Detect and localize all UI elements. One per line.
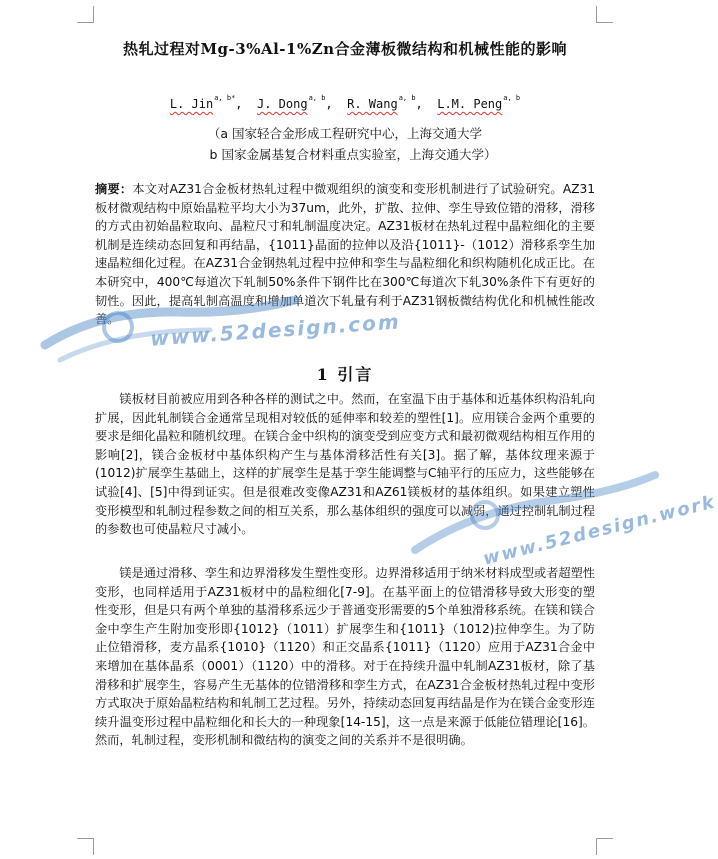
author-name: L. Jin — [169, 97, 214, 111]
author-name: L.M. Peng — [437, 97, 503, 111]
author-affiliation-mark: a, b — [308, 94, 326, 102]
crop-mark-top-left — [77, 6, 94, 23]
crop-mark-bottom-right — [596, 838, 613, 855]
author-affiliation-mark: a, b* — [214, 94, 236, 102]
body-paragraph: 镁是通过滑移、孪生和边界滑移发生塑性变形。边界滑移适用于纳米材料成型或者超塑性变形，也同样适用于AZ31板材中的晶粒细化[7-9]。在基平面上的位错滑移导致大形变的塑性变形，但是只有两个单独的基滑移系远少于普通变形需要的5个单独滑移系统。在镁和镁合金中孪生产生附加变形即{1012}（1011）扩展孪生和{1011}（1012)拉伸孪生。为了防止位错滑移，麦方晶系{1010}（1120）和正交晶系{1011}（1120）应用于AZ31合金中来增加在基体晶系（0001）（1120）中的滑移。对于在持续升温中轧制AZ31板材，除了基滑移和扩展孪生，容易产生无基体的位错滑移和孪生方式，在AZ31合金板材热轧过程中变形方式取决于原始晶粒结构和轧制工艺过程。另外，持续动态回复再结晶是作为在镁合金变形连续升温变形过程中晶粒细化和长大的一种现象[14-15]，这一点是来源于低能位错理论[16]。然而，轧制过程，变形机制和微结构的演变之间的关系并不是很明确。 — [95, 566, 595, 748]
crop-mark-top-right — [596, 6, 613, 23]
author-affiliation-mark: a, b — [398, 94, 416, 102]
watermark-logo — [405, 470, 665, 560]
watermark-text: www.52design.com — [149, 309, 402, 351]
watermark-text: www.52design.work — [481, 491, 718, 570]
watermark-logo — [40, 290, 340, 370]
abstract-label: 摘要： — [95, 182, 133, 196]
author-affiliation-mark: a, b — [503, 94, 521, 102]
body-paragraph: 镁板材目前被应用到各种各样的测试之中。然而，在室温下由于基体和近基体织构沿轧向扩展，因此轧制镁合金通常呈现相对较低的延伸率和较差的塑性[1]。应用镁合金两个重要的要求是细化晶粒和随机纹理。在镁合金中织构的演变受到应变方式和最初微观结构相互作用的影响[2]，镁合金板材中基体织构产生与基体滑移活性有关[3]。据了解，基体纹理来源于(1012)扩展孪生基础上，这样的扩展孪生是基于孪生能调整与C轴平行的压应力，这些能够在试验[4]、[5]中得到证实。但是很难改变像AZ31和AZ61镁板材的基体组织。如果建立塑性变形模型和轧制过程参数之间的相互关系，那么基体组织的强度可以减弱，通过控制轧制过程的参数也可使晶粒尺寸减小。 — [95, 392, 595, 537]
crop-mark-bottom-left — [77, 838, 94, 855]
document-title: 热轧过程对Mg-3%Al-1%Zn合金薄板微结构和机械性能的影响 — [122, 40, 568, 58]
author-name: R. Wang — [347, 97, 398, 111]
affiliation-line: b 国家金属基复合材料重点实验室，上海交通大学） — [209, 147, 497, 162]
author-name: J. Dong — [256, 97, 308, 111]
section-heading: 1 引言 — [316, 365, 374, 384]
abstract-text: 本文对AZ31合金板材热轧过程中微观组织的演变和变形机制进行了试验研究。AZ31板材微观结构中原始晶粒平均大小为37um，此外，扩散、拉伸、孪生导致位错的滑移，滑移的方式由初始晶粒取向、晶粒尺寸和轧制温度决定。AZ31板材在热轧过程中晶粒细化的主要机制是连续动态回复和再结晶，{1011}晶面的拉伸以及沿{1011}-（1012）滑移系孪生加速晶粒细化过程。在AZ31合金钢热轧过程中拉伸和孪生与晶粒细化和织构随机化成正比。在本研究中，400℃每道次下轧制50%条件下钢件比在300℃每道次下轧30%条件下有更好的韧性。因此，提高轧制高温度和增加单道次下轧量有利于AZ31钢板微结构优化和机械性能改善。 — [95, 182, 596, 327]
affiliation-line: （a 国家轻合金形成工程研究中心，上海交通大学 — [207, 126, 483, 141]
author-list: L. Jin$^{a, b*}$, J. Dong$^{a, b}$, R. Wang$^{a, b}$, L.M. Peng$^{a, b}$ — [169, 94, 521, 111]
